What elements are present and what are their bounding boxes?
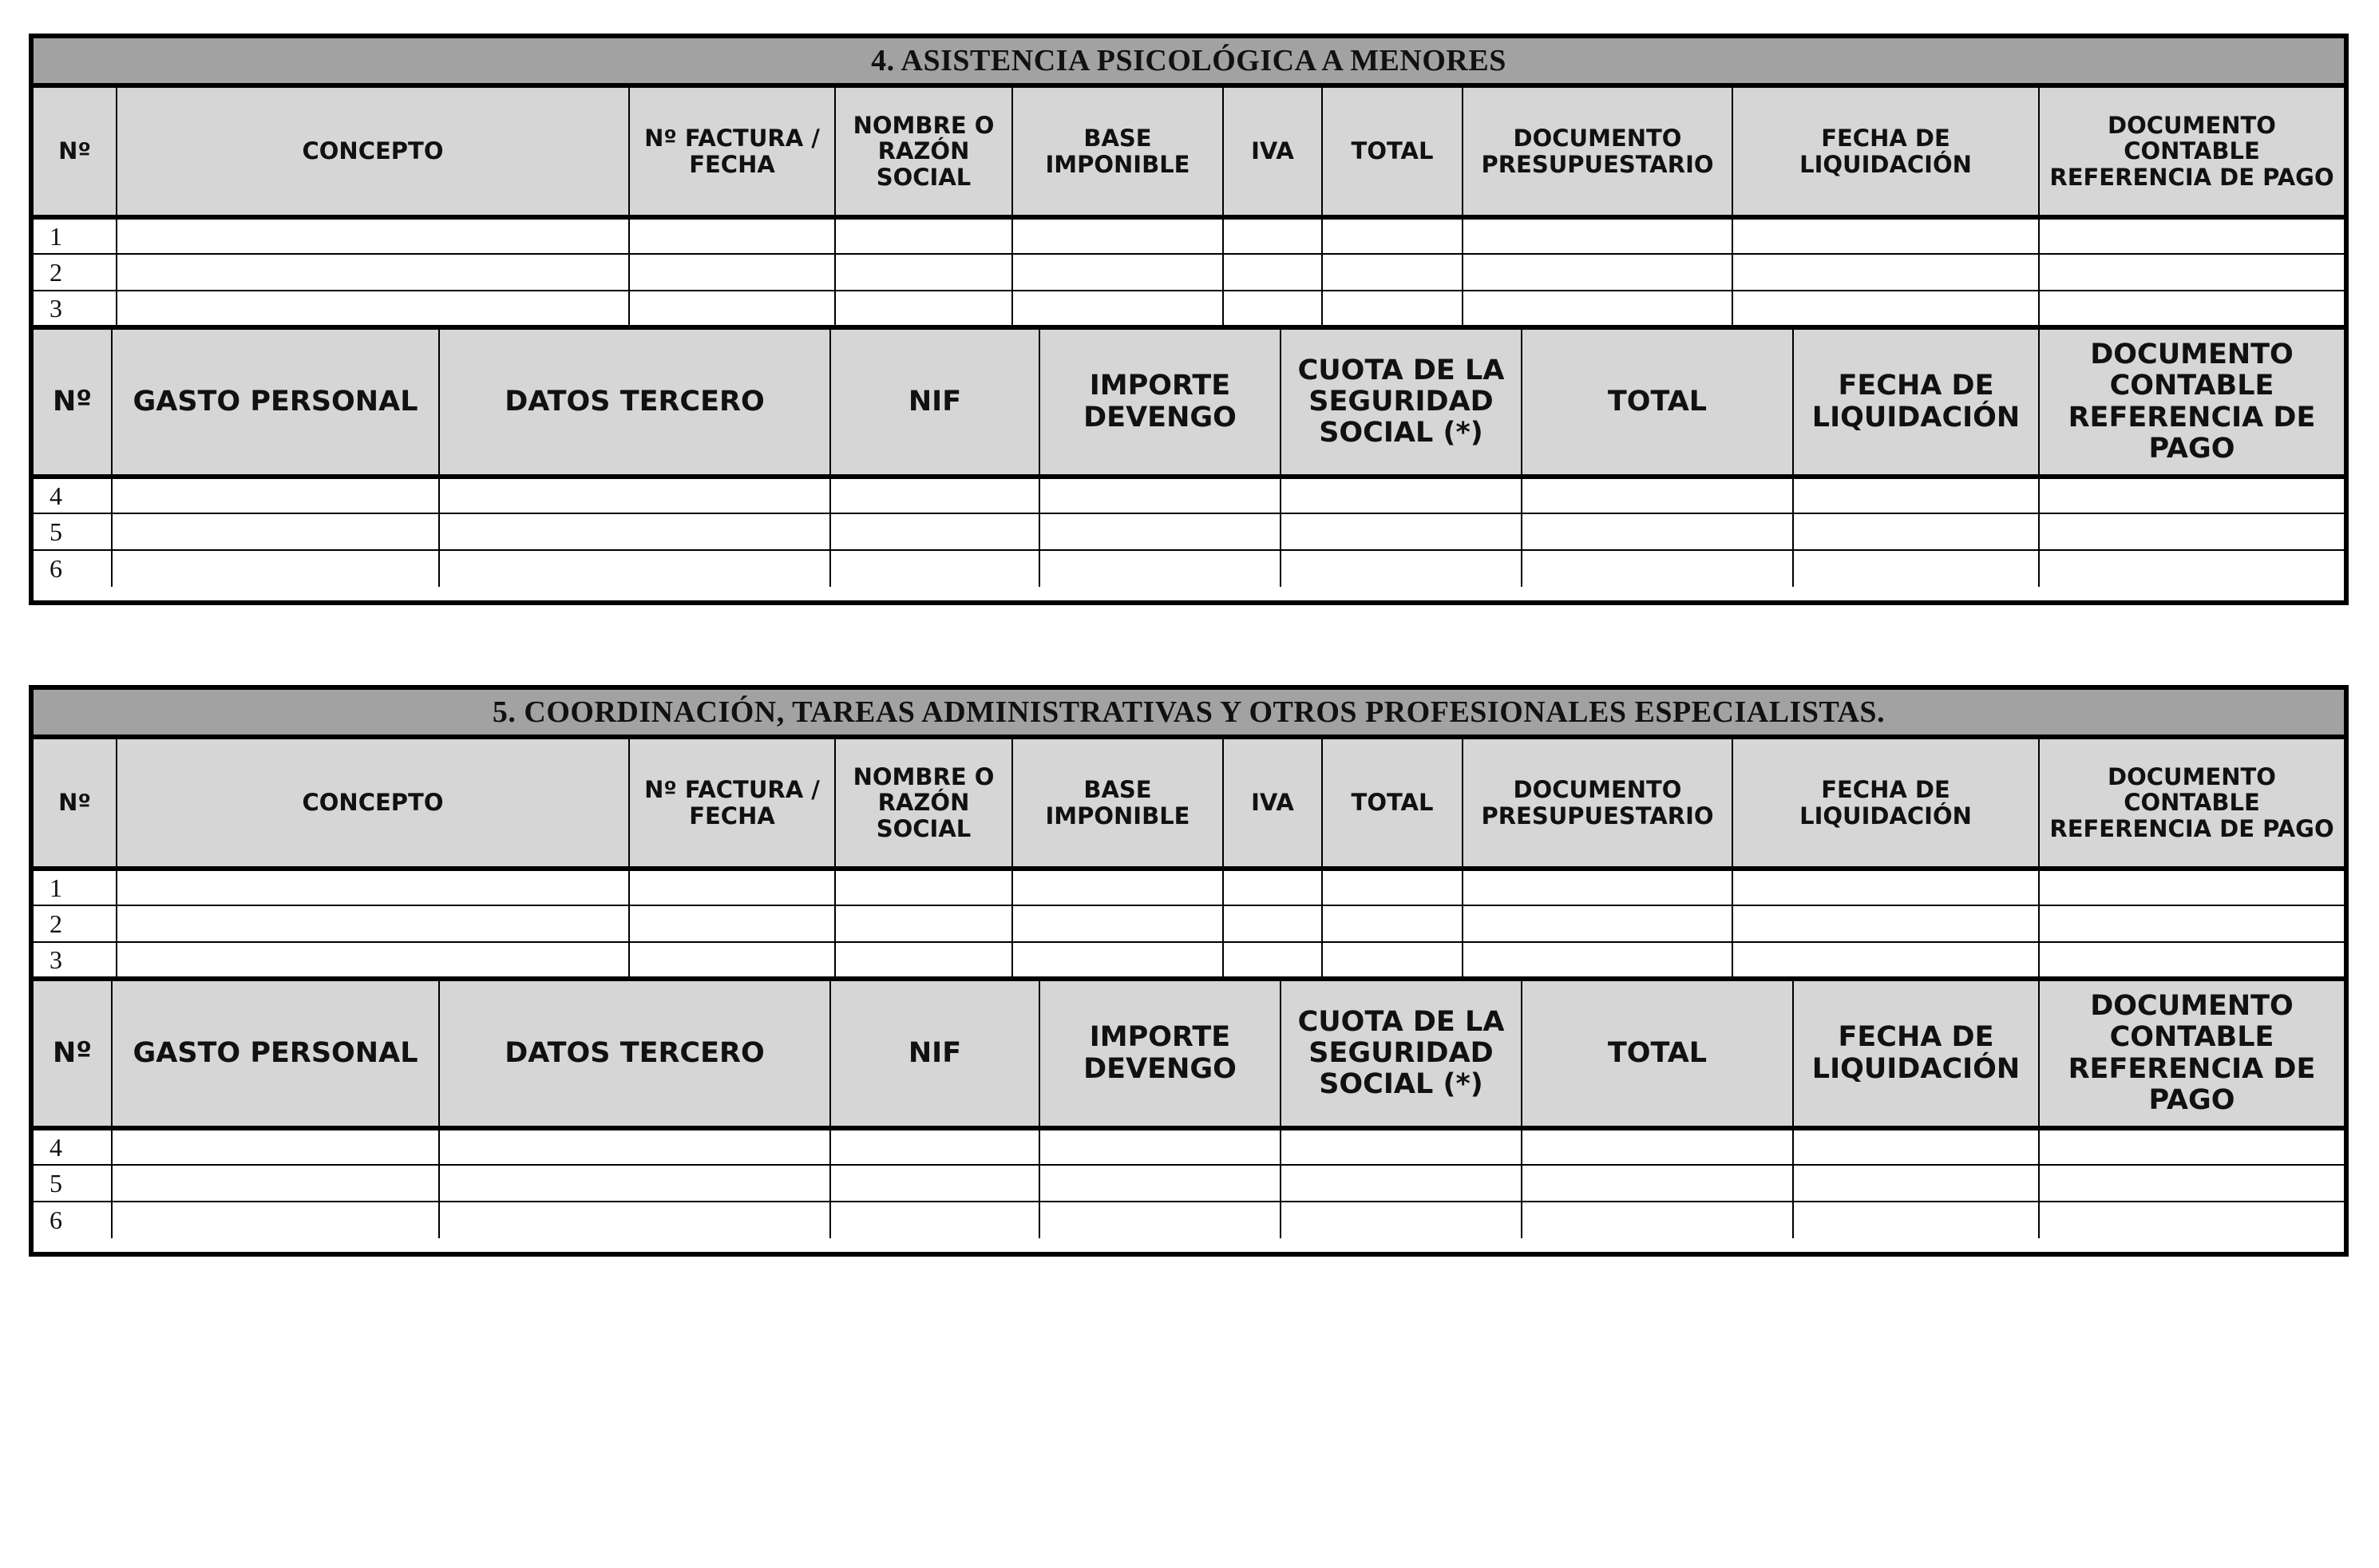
total-cell[interactable] [1522, 513, 1793, 550]
header-payment-reference: DOCUMENTO CONTABLE REFERENCIA DE PAGO [2039, 88, 2344, 217]
settlement-date-cell[interactable] [1732, 869, 2039, 905]
payment-reference-cell[interactable] [2039, 869, 2344, 905]
section-title: 4. ASISTENCIA PSICOLÓGICA A MENORES [34, 38, 2344, 88]
personnel-expense-cell[interactable] [112, 1128, 439, 1165]
business-name-cell[interactable] [835, 869, 1012, 905]
third-party-data-cell[interactable] [439, 1202, 830, 1238]
row-number: 3 [34, 291, 117, 327]
table-row [34, 217, 2344, 254]
settlement-date-cell[interactable] [1793, 477, 2039, 513]
social-security-cell[interactable] [1281, 477, 1522, 513]
settlement-date-cell[interactable] [1732, 291, 2039, 327]
vat-cell[interactable] [1223, 942, 1322, 979]
staff-table [34, 330, 2344, 587]
invoice-date-cell[interactable] [629, 254, 835, 291]
total-cell[interactable] [1322, 869, 1463, 905]
row-number: 4 [34, 477, 112, 513]
table-row [34, 513, 2344, 550]
personnel-expense-cell[interactable] [112, 1165, 439, 1202]
row-number: 2 [34, 254, 117, 291]
header-business-name: NOMBRE O RAZÓN SOCIAL [835, 739, 1012, 869]
settlement-date-cell[interactable] [1793, 550, 2039, 587]
header-vat: IVA [1223, 88, 1322, 217]
header-concept: CONCEPTO [117, 88, 629, 217]
business-name-cell[interactable] [835, 942, 1012, 979]
header-number: Nº [34, 88, 117, 217]
settlement-date-cell[interactable] [1793, 1202, 2039, 1238]
table-row [34, 477, 2344, 513]
business-name-cell[interactable] [835, 217, 1012, 254]
taxable-base-cell[interactable] [1012, 942, 1223, 979]
nif-cell[interactable] [830, 550, 1039, 587]
header-number: Nº [34, 739, 117, 869]
header-nif: NIF [830, 981, 1039, 1128]
header-settlement-date: FECHA DE LIQUIDACIÓN [1732, 739, 2039, 869]
nif-cell[interactable] [830, 513, 1039, 550]
payment-reference-cell[interactable] [2039, 513, 2344, 550]
nif-cell[interactable] [830, 1165, 1039, 1202]
third-party-data-cell[interactable] [439, 1165, 830, 1202]
header-settlement-date: FECHA DE LIQUIDACIÓN [1793, 981, 2039, 1128]
personnel-expense-cell[interactable] [112, 550, 439, 587]
header-payment-reference: DOCUMENTO CONTABLE REFERENCIA DE PAGO [2039, 981, 2344, 1128]
header-number: Nº [34, 330, 112, 477]
total-cell[interactable] [1522, 550, 1793, 587]
vat-cell[interactable] [1223, 254, 1322, 291]
concept-cell[interactable] [117, 942, 629, 979]
business-name-cell[interactable] [835, 254, 1012, 291]
budget-document-cell[interactable] [1463, 942, 1732, 979]
row-number: 1 [34, 869, 117, 905]
vat-cell[interactable] [1223, 217, 1322, 254]
payment-reference-cell[interactable] [2039, 550, 2344, 587]
invoice-table [34, 739, 2344, 981]
taxable-base-cell[interactable] [1012, 869, 1223, 905]
third-party-data-cell[interactable] [439, 477, 830, 513]
header-total: TOTAL [1322, 739, 1463, 869]
payment-reference-cell[interactable] [2039, 1202, 2344, 1238]
section-4-psychological-assistance [29, 34, 2349, 605]
row-number: 5 [34, 1165, 112, 1202]
payment-reference-cell[interactable] [2039, 1165, 2344, 1202]
invoice-date-cell[interactable] [629, 291, 835, 327]
settlement-date-cell[interactable] [1793, 1165, 2039, 1202]
header-payment-reference: DOCUMENTO CONTABLE REFERENCIA DE PAGO [2039, 739, 2344, 869]
row-number: 6 [34, 550, 112, 587]
header-social-security: CUOTA DE LA SEGURIDAD SOCIAL (*) [1281, 981, 1522, 1128]
total-cell[interactable] [1522, 1128, 1793, 1165]
settlement-date-cell[interactable] [1732, 217, 2039, 254]
header-total: TOTAL [1322, 88, 1463, 217]
header-accrued-amount: IMPORTE DEVENGO [1039, 981, 1281, 1128]
row-number: 3 [34, 942, 117, 979]
table-row [34, 1128, 2344, 1165]
header-personnel-expense: GASTO PERSONAL [112, 981, 439, 1128]
total-cell[interactable] [1322, 254, 1463, 291]
third-party-data-cell[interactable] [439, 1128, 830, 1165]
social-security-cell[interactable] [1281, 1128, 1522, 1165]
table-row [34, 254, 2344, 291]
settlement-date-cell[interactable] [1732, 942, 2039, 979]
budget-document-cell[interactable] [1463, 905, 1732, 942]
total-cell[interactable] [1322, 217, 1463, 254]
social-security-cell[interactable] [1281, 550, 1522, 587]
header-business-name: NOMBRE O RAZÓN SOCIAL [835, 88, 1012, 217]
header-vat: IVA [1223, 739, 1322, 869]
budget-document-cell[interactable] [1463, 869, 1732, 905]
settlement-date-cell[interactable] [1732, 905, 2039, 942]
invoice-date-cell[interactable] [629, 905, 835, 942]
header-invoice-date: Nº FACTURA / FECHA [629, 88, 835, 217]
accrued-amount-cell[interactable] [1039, 477, 1281, 513]
header-personnel-expense: GASTO PERSONAL [112, 330, 439, 477]
header-settlement-date: FECHA DE LIQUIDACIÓN [1793, 330, 2039, 477]
table-row [34, 905, 2344, 942]
payment-reference-cell[interactable] [2039, 477, 2344, 513]
header-concept: CONCEPTO [117, 739, 629, 869]
staff-table [34, 981, 2344, 1238]
accrued-amount-cell[interactable] [1039, 513, 1281, 550]
header-settlement-date: FECHA DE LIQUIDACIÓN [1732, 88, 2039, 217]
table-row [34, 942, 2344, 979]
budget-document-cell[interactable] [1463, 291, 1732, 327]
concept-cell[interactable] [117, 217, 629, 254]
personnel-expense-cell[interactable] [112, 513, 439, 550]
nif-cell[interactable] [830, 477, 1039, 513]
header-taxable-base: BASE IMPONIBLE [1012, 88, 1223, 217]
header-nif: NIF [830, 330, 1039, 477]
invoice-date-cell[interactable] [629, 217, 835, 254]
concept-cell[interactable] [117, 869, 629, 905]
accrued-amount-cell[interactable] [1039, 1202, 1281, 1238]
row-number: 5 [34, 513, 112, 550]
table-row [34, 550, 2344, 587]
third-party-data-cell[interactable] [439, 513, 830, 550]
header-total: TOTAL [1522, 330, 1793, 477]
nif-cell[interactable] [830, 1202, 1039, 1238]
header-total: TOTAL [1522, 981, 1793, 1128]
settlement-date-cell[interactable] [1793, 1128, 2039, 1165]
concept-cell[interactable] [117, 291, 629, 327]
vat-cell[interactable] [1223, 291, 1322, 327]
budget-document-cell[interactable] [1463, 254, 1732, 291]
business-name-cell[interactable] [835, 291, 1012, 327]
social-security-cell[interactable] [1281, 513, 1522, 550]
total-cell[interactable] [1322, 905, 1463, 942]
payment-reference-cell[interactable] [2039, 905, 2344, 942]
settlement-date-cell[interactable] [1793, 513, 2039, 550]
header-budget-document: DOCUMENTO PRESUPUESTARIO [1463, 88, 1732, 217]
total-cell[interactable] [1322, 942, 1463, 979]
vat-cell[interactable] [1223, 905, 1322, 942]
row-number: 1 [34, 217, 117, 254]
section-5-coordination-admin [29, 685, 2349, 1257]
total-cell[interactable] [1322, 291, 1463, 327]
header-invoice-date: Nº FACTURA / FECHA [629, 739, 835, 869]
table-row [34, 1202, 2344, 1238]
header-taxable-base: BASE IMPONIBLE [1012, 739, 1223, 869]
concept-cell[interactable] [117, 254, 629, 291]
payment-reference-cell[interactable] [2039, 254, 2344, 291]
taxable-base-cell[interactable] [1012, 291, 1223, 327]
table-row [34, 291, 2344, 327]
invoice-table [34, 88, 2344, 330]
table-row [34, 1165, 2344, 1202]
vat-cell[interactable] [1223, 869, 1322, 905]
total-cell[interactable] [1522, 1165, 1793, 1202]
row-number: 6 [34, 1202, 112, 1238]
personnel-expense-cell[interactable] [112, 477, 439, 513]
total-cell[interactable] [1522, 1202, 1793, 1238]
taxable-base-cell[interactable] [1012, 905, 1223, 942]
accrued-amount-cell[interactable] [1039, 550, 1281, 587]
section-title: 5. COORDINACIÓN, TAREAS ADMINISTRATIVAS Y OTROS PROFESIONALES ESPECIALISTAS. [34, 690, 2344, 739]
row-number: 2 [34, 905, 117, 942]
third-party-data-cell[interactable] [439, 550, 830, 587]
header-social-security: CUOTA DE LA SEGURIDAD SOCIAL (*) [1281, 330, 1522, 477]
concept-cell[interactable] [117, 905, 629, 942]
social-security-cell[interactable] [1281, 1165, 1522, 1202]
header-third-party-data: DATOS TERCERO [439, 981, 830, 1128]
payment-reference-cell[interactable] [2039, 1128, 2344, 1165]
header-number: Nº [34, 981, 112, 1128]
budget-document-cell[interactable] [1463, 217, 1732, 254]
business-name-cell[interactable] [835, 905, 1012, 942]
header-third-party-data: DATOS TERCERO [439, 330, 830, 477]
table-row [34, 869, 2344, 905]
invoice-date-cell[interactable] [629, 869, 835, 905]
accrued-amount-cell[interactable] [1039, 1165, 1281, 1202]
nif-cell[interactable] [830, 1128, 1039, 1165]
invoice-date-cell[interactable] [629, 942, 835, 979]
header-budget-document: DOCUMENTO PRESUPUESTARIO [1463, 739, 1732, 869]
payment-reference-cell[interactable] [2039, 217, 2344, 254]
row-number: 4 [34, 1128, 112, 1165]
taxable-base-cell[interactable] [1012, 254, 1223, 291]
accrued-amount-cell[interactable] [1039, 1128, 1281, 1165]
taxable-base-cell[interactable] [1012, 217, 1223, 254]
header-accrued-amount: IMPORTE DEVENGO [1039, 330, 1281, 477]
payment-reference-cell[interactable] [2039, 291, 2344, 327]
settlement-date-cell[interactable] [1732, 254, 2039, 291]
total-cell[interactable] [1522, 477, 1793, 513]
payment-reference-cell[interactable] [2039, 942, 2344, 979]
social-security-cell[interactable] [1281, 1202, 1522, 1238]
personnel-expense-cell[interactable] [112, 1202, 439, 1238]
header-payment-reference: DOCUMENTO CONTABLE REFERENCIA DE PAGO [2039, 330, 2344, 477]
